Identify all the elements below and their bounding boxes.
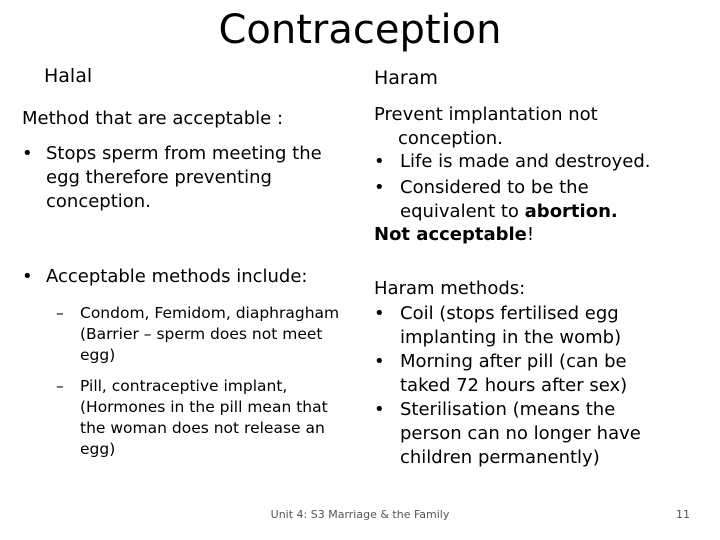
halal-bullet-text: Acceptable methods include:: [46, 266, 308, 287]
bullet-marker: •: [22, 143, 33, 164]
haram-method-morning-after: [374, 350, 674, 398]
halal-bullet-text: Stops sperm from meeting the egg therefore preventing conception.: [46, 143, 322, 212]
dash-marker: –: [56, 304, 64, 322]
dash-marker: –: [56, 377, 64, 395]
haram-abortion-prefix: Considered to be the equivalent to: [400, 177, 589, 222]
haram-not-acceptable: [374, 223, 674, 247]
halal-sub-barrier: [56, 303, 346, 366]
halal-bullet-stops-sperm: [22, 142, 342, 214]
haram-method-text: Morning after pill (can be taked 72 hours after sex): [400, 351, 628, 396]
slide-title: Contraception: [218, 7, 502, 53]
haram-method-sterilisation: [374, 398, 674, 470]
haram-method-coil: [374, 302, 674, 350]
haram-bullet-text: Life is made and destroyed.: [400, 151, 651, 172]
haram-bullet-abortion: [374, 176, 674, 224]
bullet-marker: •: [22, 266, 33, 287]
halal-sub-text: Condom, Femidom, diaphragham (Barrier – sperm does not meet egg): [80, 304, 340, 364]
haram-method-text: Coil (stops fertilised egg implanting in the womb): [400, 303, 622, 348]
bullet-marker: •: [374, 351, 385, 372]
bullet-marker: •: [374, 151, 385, 172]
halal-sub-hormones: [56, 376, 350, 460]
haram-heading: Haram: [374, 67, 438, 89]
haram-bullet-text: [400, 176, 674, 224]
bullet-marker: •: [374, 399, 385, 420]
bullet-marker: •: [374, 177, 385, 198]
slide-footer: Unit 4: S3 Marriage & the Family: [270, 508, 450, 521]
halal-intro: Method that are acceptable :: [22, 108, 284, 129]
haram-abortion-bold: abortion.: [524, 201, 618, 222]
bullet-marker: •: [374, 303, 385, 324]
page-number: 11: [676, 508, 690, 521]
haram-bullet-life: [374, 150, 679, 174]
halal-sub-text: Pill, contraceptive implant, (Hormones in the pill mean that the woman does not release an egg): [80, 377, 328, 458]
not-acceptable-bold: Not acceptable: [374, 224, 527, 245]
haram-intro: Prevent implantation not conception.: [374, 104, 598, 149]
haram-methods-heading: Haram methods:: [374, 278, 526, 299]
halal-heading: Halal: [44, 65, 93, 87]
not-acceptable-mark: !: [526, 224, 535, 245]
haram-method-text: Sterilisation (means the person can no longer have children permanently): [400, 399, 641, 468]
halal-bullet-acceptable-methods: [22, 265, 352, 289]
